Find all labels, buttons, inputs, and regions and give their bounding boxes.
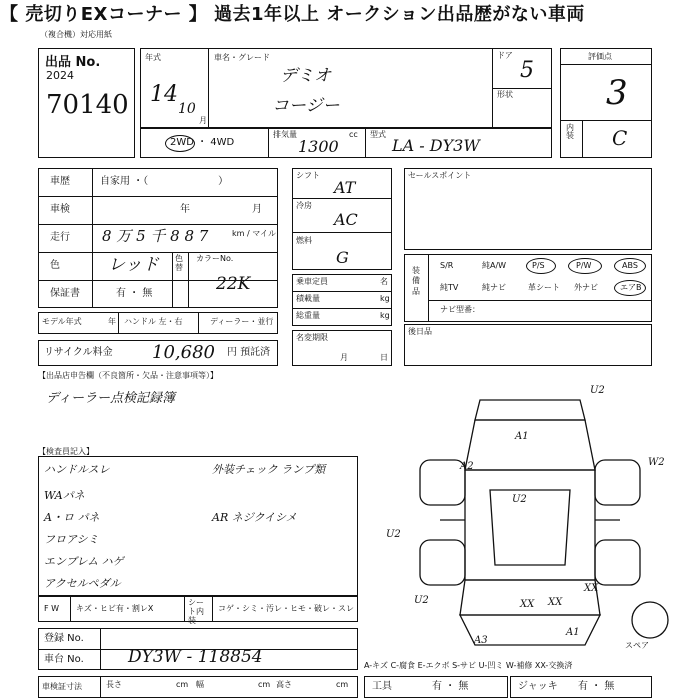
history-value: 自家用 ・（ ）	[100, 176, 229, 187]
damage-mark-6: A3	[474, 635, 488, 646]
displacement-label: 排気量	[273, 130, 297, 139]
equip-airbag: エアB	[620, 283, 642, 292]
size-length: 長さ	[106, 680, 122, 689]
name-change-label: 名変期限	[296, 333, 328, 342]
type-value: LA - DY3W	[392, 136, 480, 155]
note-left-3: A・ロ パネ	[44, 511, 100, 524]
tools-label: 工具	[372, 681, 392, 692]
note-left-2: WAパネ	[44, 489, 85, 502]
score-label: 評価点	[588, 52, 612, 61]
note-left-6: アクセルペダル	[44, 577, 121, 590]
mileage-label: 走行	[50, 232, 70, 243]
score-value: 3	[606, 73, 628, 113]
size-width-unit: cm	[258, 680, 271, 689]
later-items-box	[404, 324, 652, 366]
declare-text: ディーラー点検記録簿	[46, 391, 175, 406]
equip-alloy: 純A/W	[482, 261, 507, 270]
size-length-unit: cm	[176, 680, 189, 689]
damage-mark-9: U2	[512, 494, 527, 505]
equip-tv: 純TV	[440, 283, 459, 292]
interior-value: C	[612, 126, 628, 150]
damage-mark-12: XX	[548, 597, 563, 608]
warranty-value: 有 ・ 無	[116, 288, 153, 299]
year-value: 14	[150, 82, 178, 107]
displacement-value: 1300	[298, 137, 339, 156]
equip-sr: S/R	[440, 261, 454, 270]
color-label: 色	[50, 260, 60, 271]
door-label: ドア	[497, 51, 513, 60]
damage-mark-10: XX	[520, 599, 535, 610]
capacity-label: 乗車定員	[296, 277, 328, 286]
equip-pw: P/W	[576, 261, 592, 270]
note-right-1: 外装チェック ランプ類	[212, 463, 326, 476]
inspection-label: 車検	[50, 204, 70, 215]
name-change-day: 日	[380, 353, 388, 362]
damage-mark-3: A2	[460, 461, 474, 472]
equip-leather: 革シート	[528, 283, 560, 292]
drive-label: 2WD ・ 4WD	[170, 137, 235, 148]
model-name: デミオ	[280, 66, 331, 86]
ac-label: 冷房	[296, 201, 312, 210]
dealer-label: ディーラー・並行	[210, 317, 274, 326]
jack-value: 有 ・ 無	[578, 681, 615, 692]
gross-unit: kg	[380, 311, 390, 320]
equip-ext-navi: 外ナビ	[574, 283, 598, 292]
note-left-1: ハンドルスレ	[44, 463, 110, 476]
damage-legend: A-キズ C-腐食 E-エクボ S-サビ U-凹ミ W-補修 XX-交換済	[364, 661, 573, 670]
equip-abs: ABS	[622, 261, 638, 270]
load-unit: kg	[380, 294, 390, 303]
damage-mark-1: U2	[590, 385, 605, 396]
mileage-unit: km / マイル	[232, 229, 277, 238]
declare-label: 【出品店申告欄（不良箇所・欠品・注意事項等）】	[38, 371, 218, 380]
ac-value: AC	[334, 210, 358, 229]
seat-label: シート内装	[188, 598, 204, 625]
color-value: レッド	[108, 255, 159, 275]
fuel-label: 燃料	[296, 236, 312, 245]
recycle-unit: 円 預託済	[227, 347, 271, 358]
displacement-unit: cc	[349, 130, 358, 139]
type-label: 型式	[370, 130, 386, 139]
interior-label: 内装	[566, 123, 574, 140]
note-right-2: AR ネジクイシメ	[212, 511, 297, 524]
handle-label: ハンドル 左・右	[124, 317, 183, 326]
sales-label: セールスポイント	[408, 171, 472, 180]
chassis-value: DY3W - 118854	[128, 647, 263, 667]
later-items-label: 後日品	[408, 327, 432, 336]
gross-label: 総重量	[296, 311, 320, 320]
damage-mark-11: XX	[584, 583, 599, 594]
warranty-label: 保証書	[50, 288, 80, 299]
recycle-value: 10,680	[152, 342, 215, 363]
model-row-label: モデル年式	[42, 317, 82, 326]
lot-year-code: 2024	[46, 69, 74, 82]
inspection-month: 月	[252, 204, 262, 215]
spare-label: スペア	[625, 641, 649, 650]
size-width: 幅	[196, 680, 204, 689]
capacity-unit: 名	[380, 277, 388, 286]
sheet-note: （複合機）対応用紙	[40, 30, 112, 39]
inspector-label: 【検査員記入】	[38, 447, 94, 456]
fuel-value: G	[336, 248, 349, 267]
navi-model-label: ナビ型番：	[440, 305, 480, 314]
grade-name: コージー	[272, 96, 340, 116]
equip-label: 装備品	[412, 266, 420, 296]
lot-number: 70140	[46, 90, 129, 120]
inspection-year: 年	[180, 204, 190, 215]
fw-value: キズ・ヒビ有・割レX	[76, 604, 154, 613]
sales-box	[404, 168, 652, 250]
seat-value: コゲ・シミ・汚レ・ヒモ・破レ・スレ	[218, 604, 354, 613]
year-label: 年式	[145, 53, 161, 62]
inspector-box	[38, 456, 358, 596]
equip-ps: P/S	[532, 261, 545, 270]
size-height: 高さ	[276, 680, 292, 689]
month-value: 10	[178, 101, 196, 117]
model-label: 車名・グレード	[214, 53, 270, 62]
color-no-label: カラーNo.	[196, 254, 234, 263]
damage-mark-7: U2	[414, 595, 429, 606]
size-label: 車検証寸法	[42, 682, 82, 691]
month-suffix: 月	[199, 116, 207, 125]
load-label: 積載量	[296, 294, 320, 303]
door-value: 5	[520, 58, 534, 83]
color-no-value: 22K	[216, 274, 251, 294]
model-row-year: 年	[108, 317, 116, 326]
recycle-label: リサイクル料金	[44, 347, 113, 358]
damage-mark-5: U2	[386, 529, 401, 540]
jack-label: ジャッキ	[518, 681, 558, 692]
registration-label: 登録 No.	[44, 633, 84, 644]
header-banner: 【 売切りEXコーナー 】 過去1年以上 オークション出品歴がない車両	[0, 4, 585, 25]
name-change-month: 月	[340, 353, 348, 362]
lot-label: 出品 No.	[45, 55, 101, 70]
car-damage-diagram	[380, 380, 680, 670]
tools-value: 有 ・ 無	[432, 681, 469, 692]
history-label: 車歴	[50, 176, 70, 187]
shift-value: AT	[334, 178, 356, 197]
chassis-label: 車台 No.	[44, 654, 84, 665]
mileage-value: 8 万 5 千 8 8 7	[102, 227, 209, 245]
shift-label: シフト	[296, 171, 320, 180]
damage-mark-2: A1	[515, 431, 529, 442]
color-change-label: 色替	[175, 254, 183, 272]
note-left-4: フロアシミ	[44, 533, 99, 546]
body-label: 形状	[497, 90, 513, 99]
damage-mark-8: A1	[566, 627, 580, 638]
size-height-unit: cm	[336, 680, 349, 689]
note-left-5: エンブレム ハゲ	[44, 555, 124, 568]
damage-mark-4: W2	[648, 457, 665, 468]
fw-label: F W	[44, 604, 60, 613]
equip-navi: 純ナビ	[482, 283, 506, 292]
